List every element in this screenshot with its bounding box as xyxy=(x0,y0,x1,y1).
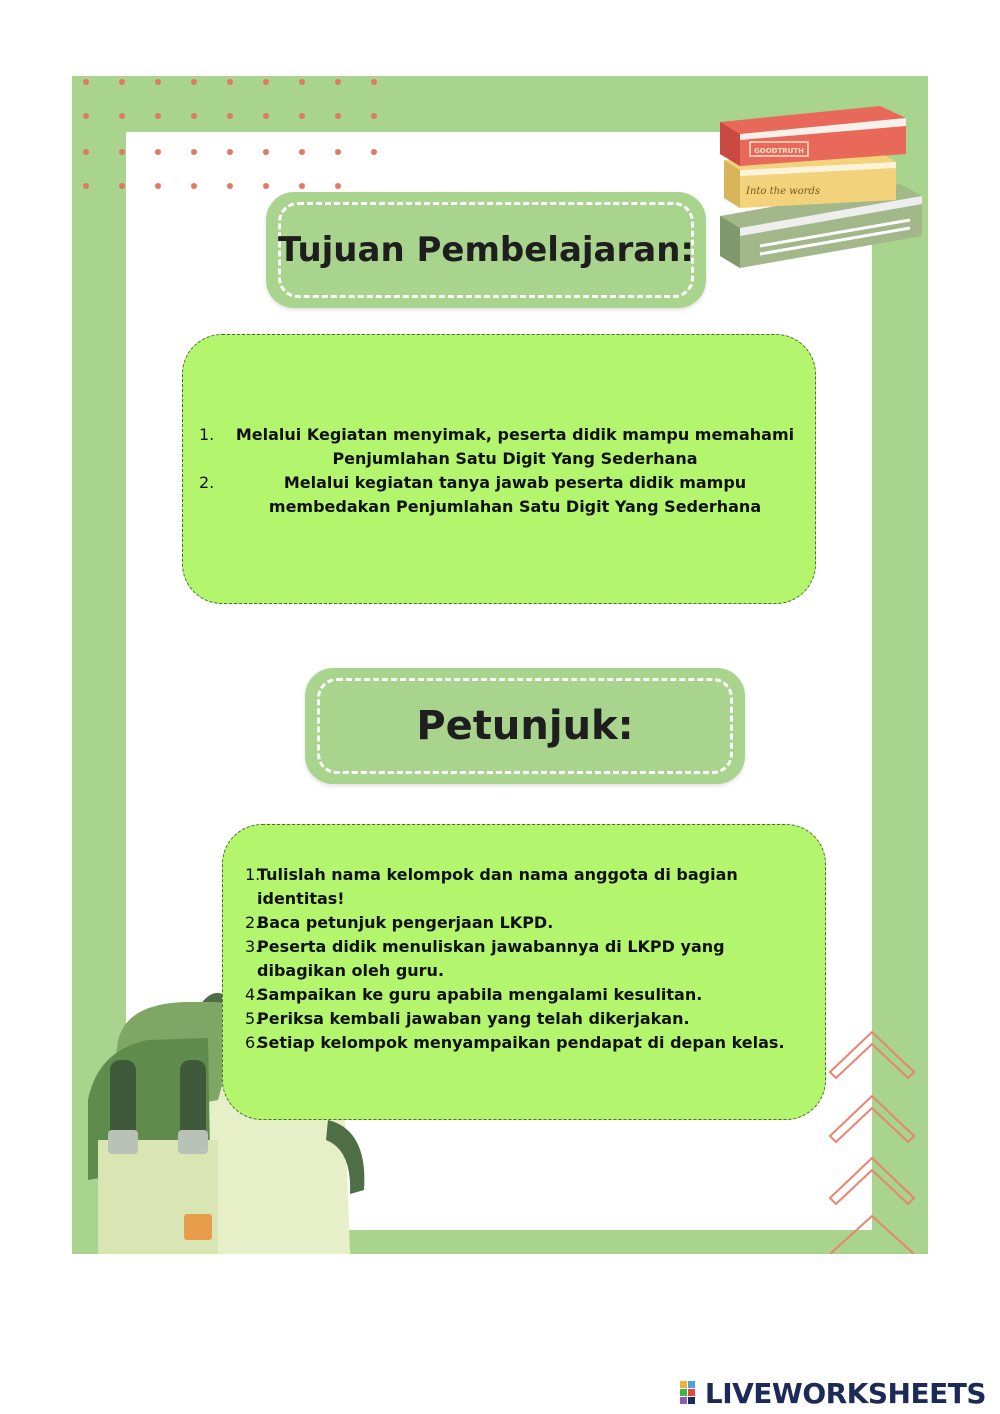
decorative-dots-overlay xyxy=(72,76,412,196)
liveworksheets-wordmark: LIVEWORKSHEETS xyxy=(704,1376,986,1410)
instruction-number-2: 2. xyxy=(245,913,261,932)
objective-number-2: 2. xyxy=(199,473,215,492)
instructions-box xyxy=(222,824,826,1120)
instruction-text-6: Setiap kelompok menyampaikan pendapat di depan kelas. xyxy=(257,1033,785,1052)
instruction-number-1: 1. xyxy=(245,865,261,884)
instruction-number-6: 6. xyxy=(245,1033,261,1052)
instruction-number-4: 4. xyxy=(245,985,261,1004)
liveworksheets-brand[interactable] xyxy=(679,1376,986,1410)
decorative-chevrons xyxy=(828,1026,918,1254)
instruction-item-6 xyxy=(245,1031,817,1055)
objective-item-1 xyxy=(199,423,801,471)
book-spine-top: GOODTRUTH xyxy=(754,147,804,155)
book-spine-middle: Into the words xyxy=(746,186,821,197)
instruction-text-2: Baca petunjuk pengerjaan LKPD. xyxy=(257,913,554,932)
objective-item-2 xyxy=(199,471,801,519)
instruction-item-5 xyxy=(245,1007,817,1031)
instruction-text-3: Peserta didik menuliskan jawabannya di LKPD yang dibagikan oleh guru. xyxy=(257,937,725,980)
instruction-number-3: 3. xyxy=(245,937,261,956)
instruction-item-1 xyxy=(245,863,817,911)
instruction-text-1: Tulislah nama kelompok dan nama anggota di bagian identitas! xyxy=(257,865,738,908)
instruction-number-5: 5. xyxy=(245,1009,261,1028)
instruction-text-4: Sampaikan ke guru apabila mengalami kesulitan. xyxy=(257,985,703,1004)
instructions-list xyxy=(245,863,817,1055)
instruction-text-5: Periksa kembali jawaban yang telah dikerjakan. xyxy=(257,1009,690,1028)
instructions-title-box xyxy=(305,668,745,784)
books-stack-icon xyxy=(700,96,928,276)
liveworksheets-logo-icon xyxy=(679,1380,705,1406)
instructions-title: Petunjuk: xyxy=(416,703,634,749)
objectives-title: Tujuan Pembelajaran: xyxy=(277,230,695,270)
instruction-item-4 xyxy=(245,983,817,1007)
objective-number-1: 1. xyxy=(199,425,215,444)
objectives-box xyxy=(182,334,816,604)
objective-text-1: Melalui Kegiatan menyimak, peserta didik mampu memahami Penjumlahan Satu Digit Yang Sederhana xyxy=(235,425,795,468)
objectives-title-box xyxy=(266,192,706,308)
objective-text-2: Melalui kegiatan tanya jawab peserta didik mampu membedakan Penjumlahan Satu Digit Yang Sederhana xyxy=(268,473,762,516)
instruction-item-2 xyxy=(245,911,817,935)
instruction-item-3 xyxy=(245,935,817,983)
